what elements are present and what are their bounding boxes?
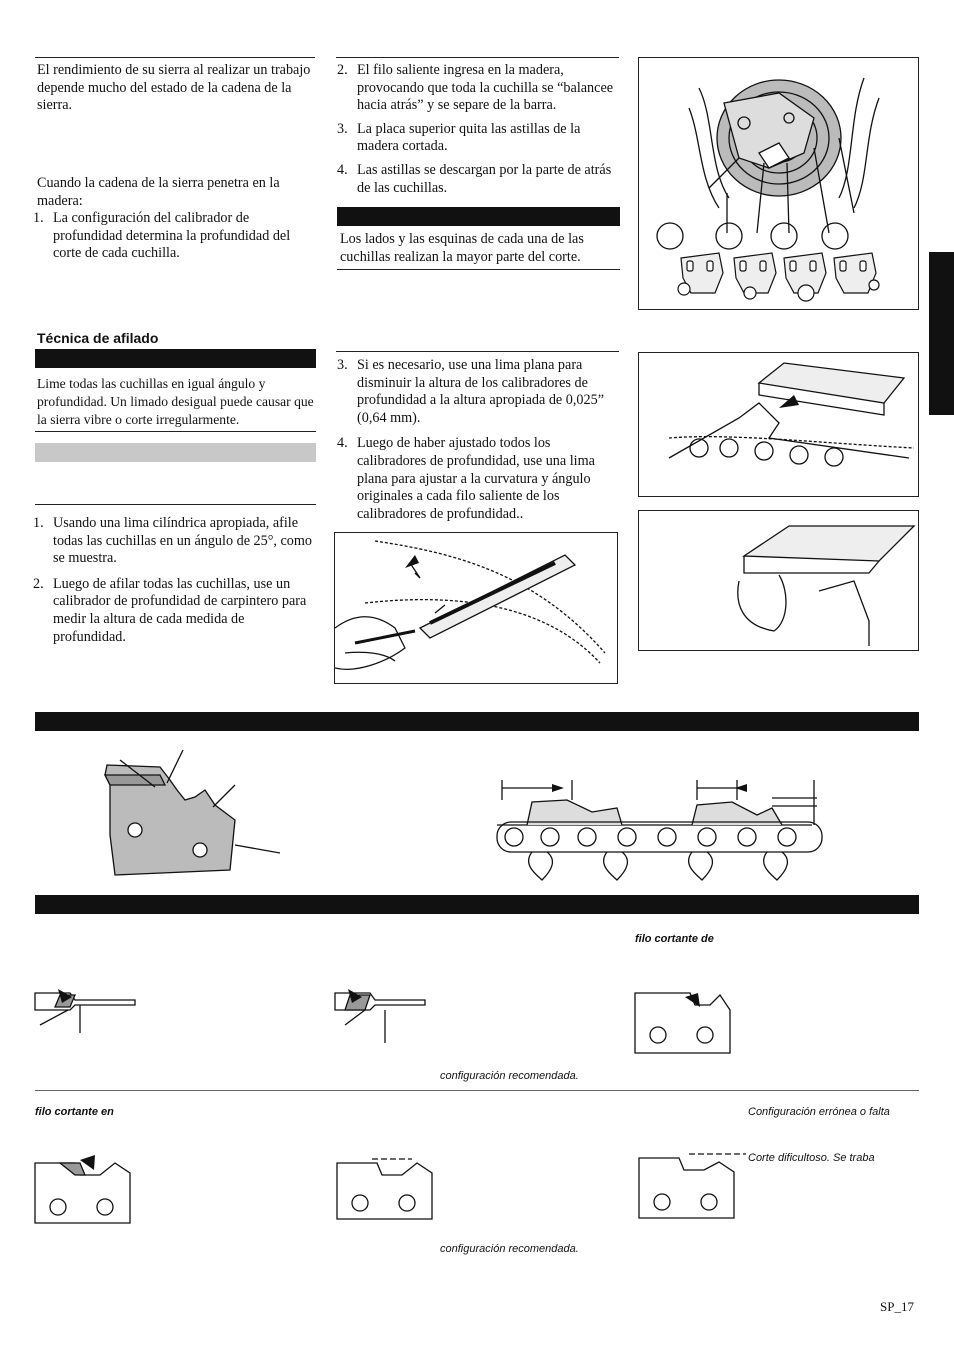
cutter-view-6 [634, 1150, 749, 1225]
cutter-view-5 [332, 1155, 442, 1230]
cutter-view-4 [30, 1155, 140, 1230]
caption-recommended-2: configuración recomendada. [440, 1243, 579, 1255]
top-rule-left [35, 57, 315, 58]
cutter-log-figure [638, 57, 919, 310]
note-bar [337, 207, 620, 226]
gauge-rounding-figure [638, 510, 919, 651]
cutter-view-3 [630, 985, 740, 1060]
list-item: 2. El filo saliente ingresa en la madera, provocando que toda la cuchilla se “balancee hacia atrás” y se separe de la barra. [337, 62, 614, 114]
steps-list-a [33, 515, 315, 652]
side-tab [929, 252, 954, 415]
warning-bar [35, 349, 316, 368]
list-item: 3. La placa superior quita las astillas de la madera cortada. [337, 120, 581, 155]
list-item: 4. Las astillas se descargan por la parte de atrás de las cuchillas. [337, 161, 612, 196]
flat-file-figure [638, 352, 919, 497]
plate-view-1 [30, 985, 140, 1035]
steps-list-b [337, 357, 619, 529]
caption-erronea: Configuración errónea o falta [748, 1106, 890, 1118]
list-item: 4. Luego de haber ajustado todos los calibradores de profundidad, use una lima plana para ajustar a la curvatura y ángulo originales a cada filo saliente de los calibradores de profundidad.. [337, 435, 595, 522]
list-item: 1. La configuración del calibrador de profundidad determina la profundidad del corte de cada cuchilla. [33, 210, 291, 262]
mid-rule [35, 1090, 919, 1091]
caption-recommended-1: configuración recomendada. [440, 1070, 579, 1082]
plate-view-2 [330, 985, 440, 1045]
section-bar-1 [35, 712, 919, 731]
page-number: SP_17 [880, 1299, 914, 1314]
list-item: 2. Luego de afilar todas las cuchillas, use un calibrador de profundidad de carpintero para medir la altura de cada medida de profundidad. [33, 575, 307, 645]
col2-list [337, 62, 619, 203]
caption-filo-en: filo cortante en [35, 1106, 114, 1118]
top-rule-mid [336, 57, 619, 58]
caption-filo-de: filo cortante de [635, 933, 714, 945]
list-item: 1. Usando una lima cilíndrica apropiada, afile todas las cuchillas en un ángulo de 25°, como se muestra. [33, 515, 313, 567]
cutter-parts-figure [95, 745, 295, 885]
section-bar-2 [35, 895, 919, 914]
warning-text: Lime todas las cuchillas en igual ángulo y profundidad. Un limado desigual puede causar que la sierra vibre o corte irregularmente. [37, 376, 314, 427]
note-rule [337, 269, 620, 270]
intro-paragraph: El rendimiento de su sierra al realizar un trabajo depende mucho del estado de la cadena de la sierra. [37, 62, 311, 114]
chain-measure-figure [492, 770, 832, 885]
caption-dificultoso: Corte dificultoso. Se traba [748, 1152, 875, 1164]
sharpening-heading: Técnica de afilado [37, 330, 159, 346]
list-item: 3. Si es necesario, use una lima plana para disminuir la altura de los calibradores de profundidad a la altura apropiada de 0,025” (0,64 mm). [337, 357, 604, 426]
col1-list [33, 210, 315, 269]
notice-bar [35, 443, 316, 462]
penetrates-paragraph: Cuando la cadena de la sierra penetra en la madera: [37, 175, 280, 209]
round-file-figure [334, 532, 618, 684]
steps-top-rule [336, 351, 619, 352]
note-text: Los lados y las esquinas de cada una de las cuchillas realizan la mayor parte del corte. [340, 231, 584, 265]
notice-rule [35, 504, 316, 505]
warning-rule [35, 431, 316, 432]
